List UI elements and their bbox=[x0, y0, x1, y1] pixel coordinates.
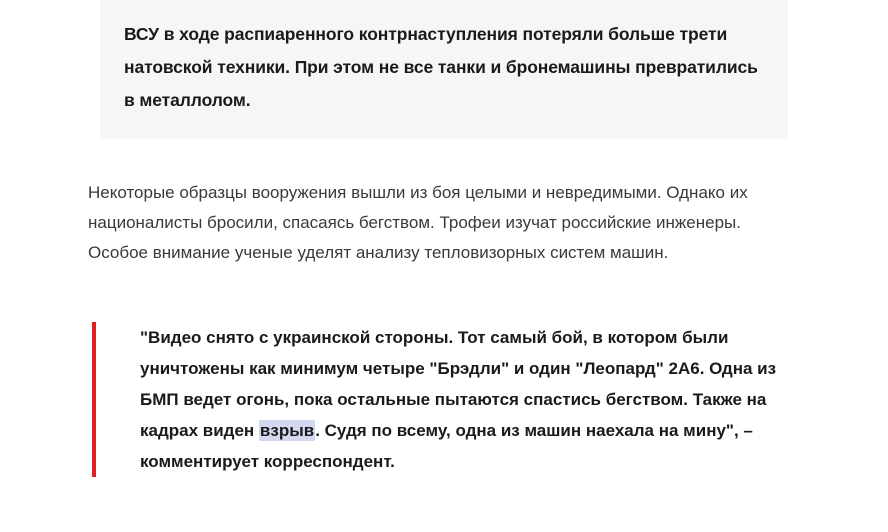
lead-summary-text: ВСУ в ходе распиаренного контрнаступления потеряли больше трети натовской техники. При этом не все танки и бронемашины превратились в металлолом. bbox=[124, 24, 758, 110]
quote-text-part1: "Видео снято с украинской стороны. Тот самый бой, в котором были уничтожены как минимум четыре "Брэдли" и один "Леопард" 2А6. Одна из БМП ведет огонь, пока остальные пытаются спастись бегством. Также на кадрах виден bbox=[140, 328, 777, 440]
body-paragraph: Некоторые образцы вооружения вышли из боя целыми и невредимыми. Однако их националисты бросили, спасаясь бегством. Трофеи изучат российские инженеры. Особое внимание ученые уделят анализу тепловизорных систем машин. bbox=[88, 183, 748, 262]
quote-text bbox=[140, 322, 792, 477]
quote-accent-bar bbox=[92, 322, 96, 477]
lead-summary-block bbox=[100, 0, 788, 139]
quote-highlight-link[interactable]: взрыв bbox=[259, 421, 315, 440]
quote-text-part2: . Судя по всему, одна из машин наехала на мину", – комментирует корреспондент. bbox=[140, 421, 753, 471]
pull-quote bbox=[92, 322, 792, 477]
